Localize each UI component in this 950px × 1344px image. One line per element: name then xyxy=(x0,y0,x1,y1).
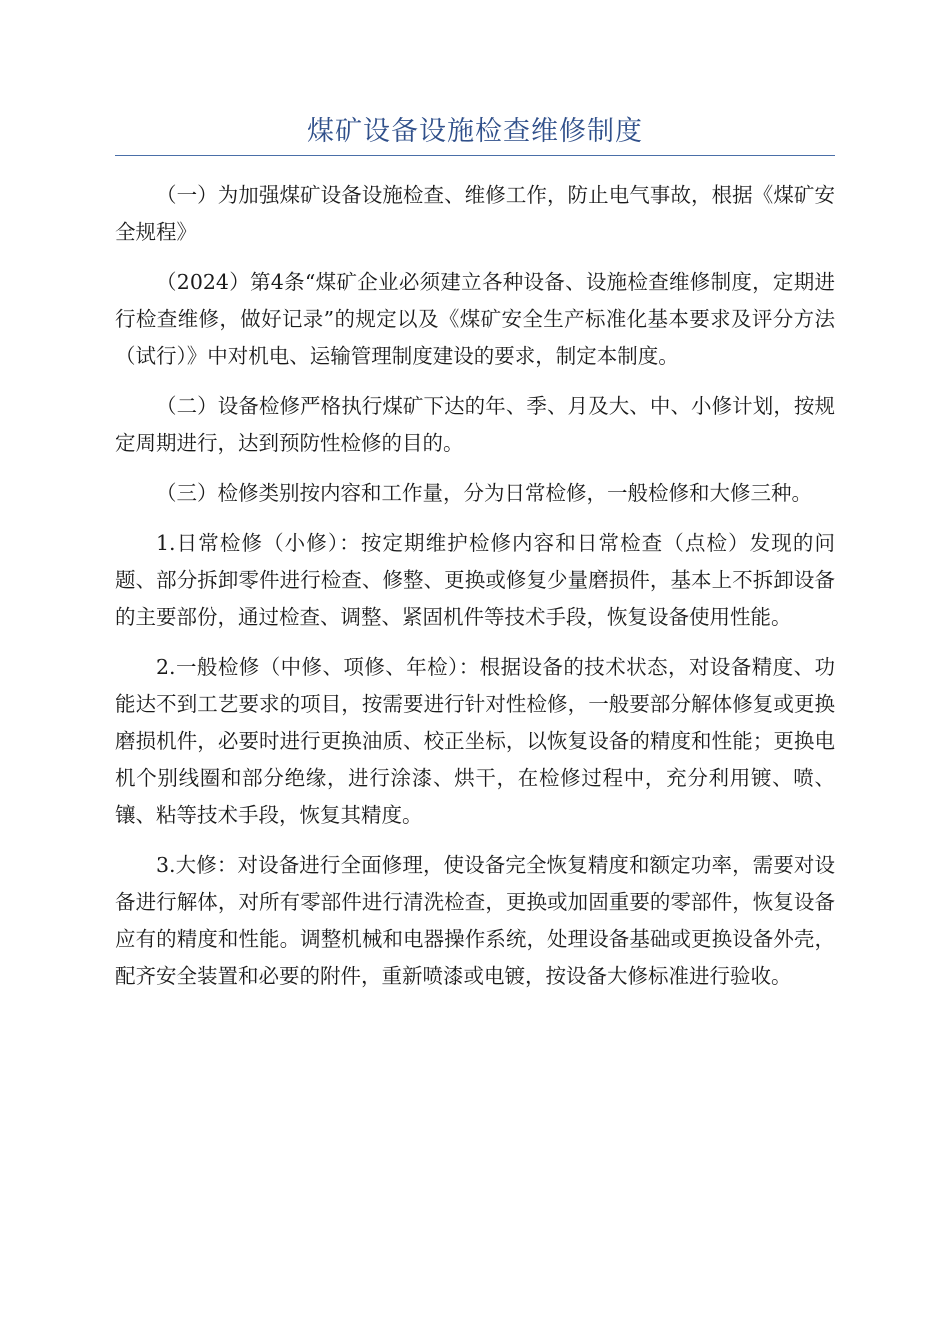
document-body xyxy=(115,177,835,1008)
paragraph-6: 2.一般检修（中修、项修、年检）：根据设备的技术状态，对设备精度、功能达不到工艺要求的项目，按需要进行针对性检修，一般要部分解体修复或更换磨损机件，必要时进行更换油质、校正坐标，以恢复设备的精度和性能；更换电机个别线圈和部分绝缘，进行涂漆、烘干，在检修过程中，充分利用镀、喷、镶、粘等技术手段，恢复其精度。 xyxy=(115,655,835,827)
paragraph-1: （一）为加强煤矿设备设施检查、维修工作，防止电气事故，根据《煤矿安全规程》 xyxy=(115,183,835,244)
title-underline xyxy=(115,155,835,156)
document-title: 煤矿设备设施检查维修制度 xyxy=(307,116,643,147)
paragraph-5: 1.日常检修（小修）：按定期维护检修内容和日常检查（点检）发现的问题、部分拆卸零件进行检查、修整、更换或修复少量磨损件，基本上不拆卸设备的主要部份，通过检查、调整、紧固机件等技术手段，恢复设备使用性能。 xyxy=(115,531,835,629)
paragraph-2: （2024）第4条“煤矿企业必须建立各种设备、设施检查维修制度，定期进行检查维修，做好记录”的规定以及《煤矿安全生产标准化基本要求及评分方法（试行）》中对机电、运输管理制度建设的要求，制定本制度。 xyxy=(115,270,835,368)
paragraph-7: 3.大修：对设备进行全面修理，使设备完全恢复精度和额定功率，需要对设备进行解体，对所有零部件进行清洗检查，更换或加固重要的零部件，恢复设备应有的精度和性能。调整机械和电器操作系统，处理设备基础或更换设备外壳，配齐安全装置和必要的附件，重新喷漆或电镀，按设备大修标准进行验收。 xyxy=(115,853,835,988)
paragraph-3: （二）设备检修严格执行煤矿下达的年、季、月及大、中、小修计划，按规定周期进行，达到预防性检修的目的。 xyxy=(115,394,835,455)
paragraph-4: （三）检修类别按内容和工作量，分为日常检修，一般检修和大修三种。 xyxy=(156,481,812,505)
